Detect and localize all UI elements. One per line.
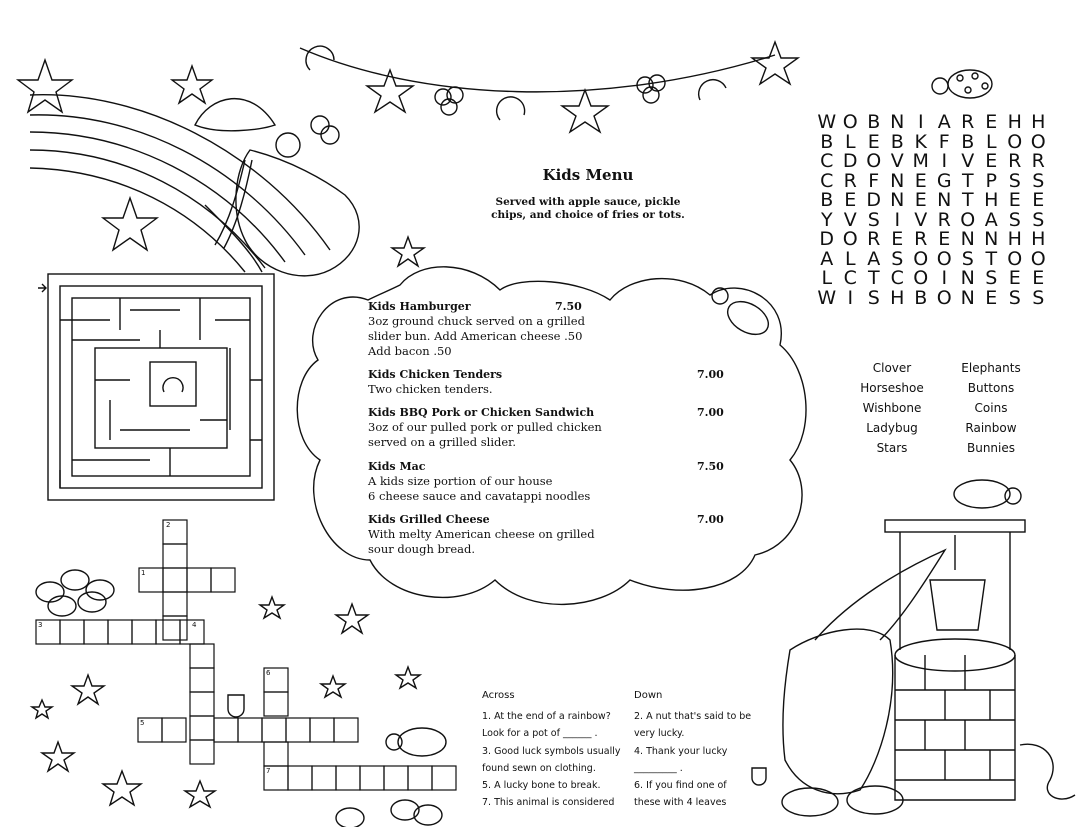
clue-line: very lucky. [634, 728, 685, 740]
horseshoe-icon [306, 46, 334, 70]
down-heading: Down [634, 690, 663, 701]
acorn-icon [752, 768, 766, 785]
word-search-letter: T [985, 247, 998, 270]
menu-item [368, 299, 738, 359]
word-list-item: Wishbone [862, 401, 922, 415]
word-search-letter: T [961, 189, 974, 211]
word-search-letter: B [914, 286, 928, 309]
clue-line: 1. At the end of a rainbow? [482, 711, 611, 722]
word-search-letter: E [891, 228, 904, 250]
menu-item-name: Kids BBQ Pork or Chicken Sandwich [368, 406, 595, 419]
word-search-letter: N [890, 189, 905, 211]
menu-item-description: A kids size portion of our house 6 cheese sauce and cavatappi noodles [368, 474, 591, 503]
word-search-letter: R [843, 169, 857, 192]
word-list-item: Ladybug [866, 421, 918, 435]
clue-line: 7. This animal is considered [482, 797, 615, 809]
word-search-letter: E [985, 150, 998, 172]
word-list-right [946, 358, 1036, 458]
crossword-number: 6 [266, 669, 271, 677]
word-search-letter: O [960, 208, 976, 231]
maze-puzzle [38, 274, 274, 500]
word-search-letter: K [914, 130, 927, 153]
clover-icon [435, 87, 463, 115]
word-search-letter: B [820, 130, 834, 153]
word-search-letter: N [960, 267, 975, 289]
across-clues [482, 708, 621, 812]
word-search-letter: P [985, 169, 997, 192]
word-search-letter: L [844, 247, 856, 270]
menu-item-price: 7.00 [697, 513, 724, 526]
word-search-letter: C [843, 267, 857, 289]
clue-line: found sewn on clothing. [482, 762, 596, 774]
word-search-letter: O [913, 267, 929, 289]
word-search-letter: O [936, 247, 952, 270]
menu-item-price: 7.00 [697, 406, 724, 419]
word-search-letter: H [984, 189, 999, 211]
crossword-number: 2 [166, 521, 171, 529]
clue-line: these with 4 leaves [634, 797, 727, 809]
word-search-letter: L [985, 130, 997, 153]
word-search-letter: G [936, 169, 952, 192]
word-search-letter: E [985, 286, 998, 309]
menu-item-description: With melty American cheese on grilled sour dough bread. [368, 527, 595, 556]
word-search-letter: R [914, 228, 928, 250]
crossword-number: 1 [141, 569, 146, 577]
acorn-icon [228, 695, 244, 717]
word-search-letter: E [844, 189, 857, 211]
word-search-letter: S [1008, 169, 1021, 192]
word-search-letter: S [1032, 286, 1045, 309]
word-search-letter: R [937, 208, 951, 231]
word-search-letter: A [820, 247, 834, 270]
word-search-letter: R [1008, 150, 1022, 172]
across-heading: Across [482, 690, 515, 701]
horseshoe-icon [699, 80, 726, 100]
word-search-letter: N [890, 111, 905, 133]
word-search-letter: C [890, 267, 904, 289]
crossword-number: 7 [266, 767, 271, 775]
word-list-item: Clover [872, 361, 912, 375]
word-search-letter: A [937, 111, 951, 133]
horseshoe-icon [497, 97, 525, 120]
word-search-letter: N [960, 228, 975, 250]
word-search-letter: D [842, 150, 858, 172]
crossword-number: 5 [140, 719, 145, 727]
word-search-letter: H [1007, 111, 1022, 133]
menu-item-name: Kids Chicken Tenders [368, 368, 503, 381]
word-search-grid [815, 113, 1050, 308]
word-list-item: Bunnies [966, 441, 1016, 455]
clue-line: _________ . [634, 762, 683, 774]
menu-item-price: 7.50 [697, 460, 724, 473]
word-search-letter: Y [820, 208, 833, 231]
word-search-letter: I [941, 267, 948, 289]
word-search-letter: I [894, 208, 901, 231]
word-search-letter: O [1007, 130, 1023, 153]
horseshoe-icon [163, 378, 183, 392]
word-search-letter: O [1030, 130, 1046, 153]
word-search-letter: D [866, 189, 882, 211]
word-search-letter: I [941, 150, 948, 172]
gnome-on-rainbow-illustration [195, 99, 359, 276]
menu-title: Kids Menu [542, 166, 634, 184]
word-search-letter: E [1008, 189, 1021, 211]
word-search-letter: E [938, 228, 951, 250]
crossword-number: 4 [192, 621, 197, 629]
word-search-letter: C [820, 150, 834, 172]
word-search-letter: N [890, 169, 905, 192]
word-search-letter: S [867, 208, 880, 231]
word-search-letter: N [960, 286, 975, 309]
word-search-letter: R [1031, 150, 1045, 172]
clue-line: 4. Thank your lucky [634, 745, 728, 757]
word-search-letter: D [819, 228, 835, 250]
word-list-item: Rainbow [965, 421, 1017, 435]
word-search-letter: V [890, 150, 904, 172]
word-search-letter: T [867, 267, 880, 289]
menu-item [368, 405, 738, 450]
word-search-letter: H [1031, 111, 1046, 133]
word-search-letter: W [817, 286, 837, 309]
menu-item-price: 7.50 [555, 300, 582, 313]
crossword-number: 3 [38, 621, 43, 629]
word-search-letter: O [1030, 247, 1046, 270]
word-search-letter: S [891, 247, 904, 270]
word-list-left [847, 358, 937, 458]
menu-subtitle-line: Served with apple sauce, pickle [495, 196, 681, 208]
rainbow-illustration [30, 95, 330, 272]
clover-icon [637, 75, 665, 103]
wishing-well-gnome-illustration [782, 520, 1075, 816]
word-search-letter: E [1008, 267, 1021, 289]
menu-item-description: 3oz of our pulled pork or pulled chicken served on a grilled slider. [368, 420, 602, 449]
menu-item [368, 367, 738, 397]
word-search-letter: M [912, 150, 929, 172]
word-search-letter: B [867, 111, 881, 133]
word-search-letter: V [914, 208, 928, 231]
word-search-letter: E [985, 111, 998, 133]
word-search-letter: F [868, 169, 880, 192]
star-icon [752, 42, 798, 84]
word-search-letter: E [1032, 267, 1045, 289]
word-search-letter: S [961, 247, 974, 270]
word-search-letter: H [890, 286, 905, 309]
menu-item-price: 7.00 [697, 368, 724, 381]
word-search-letter: F [938, 130, 950, 153]
clue-line: 3. Good luck symbols usually [482, 745, 621, 757]
word-search-letter: I [917, 111, 924, 133]
word-list-item: Buttons [967, 381, 1015, 395]
word-search-letter: B [820, 189, 834, 211]
word-search-letter: S [1032, 208, 1045, 231]
menu-item-name: Kids Hamburger [368, 300, 471, 313]
word-search-letter: E [914, 169, 927, 192]
word-search-letter: C [820, 169, 834, 192]
clue-line: 5. A lucky bone to break. [482, 780, 601, 792]
menu-item-description: Two chicken tenders. [368, 382, 493, 396]
word-search-letter: O [866, 150, 882, 172]
word-search-letter: W [817, 111, 837, 133]
word-search-letter: H [1031, 228, 1046, 250]
word-list-item: Elephants [961, 361, 1021, 375]
word-search-letter: L [821, 267, 833, 289]
menu-item-description: 3oz ground chuck served on a grilled slider bun. Add American cheese .50 Add bacon .50 [368, 314, 585, 358]
word-search-letter: B [961, 130, 975, 153]
word-search-letter: S [1008, 286, 1021, 309]
word-list-item: Coins [974, 401, 1008, 415]
word-search-letter: S [985, 267, 998, 289]
word-search-letter: O [842, 228, 858, 250]
menu-item [368, 512, 738, 557]
word-search-letter: V [843, 208, 857, 231]
word-search-letter: S [1008, 208, 1021, 231]
word-search-letter: T [961, 169, 974, 192]
star-icon [562, 90, 608, 132]
clue-line: 6. If you find one of [634, 780, 727, 792]
garland-illustration [300, 42, 798, 132]
word-search-letter: B [890, 130, 904, 153]
word-search-letter: E [1032, 189, 1045, 211]
clue-line: Look for a pot of ______ . [482, 728, 598, 740]
menu-item-name: Kids Grilled Cheese [368, 513, 490, 526]
word-search-letter: O [1007, 247, 1023, 270]
word-search-letter: E [867, 130, 880, 153]
word-search-letter: E [914, 189, 927, 211]
word-list-item: Horseshoe [860, 381, 924, 395]
word-search-letter: N [984, 228, 999, 250]
word-search-letter: R [867, 228, 881, 250]
menu-subtitle-line: chips, and choice of fries or tots. [491, 209, 685, 221]
word-list-item: Stars [876, 441, 908, 455]
down-clues [634, 708, 751, 812]
clue-line: 2. A nut that's said to be [634, 711, 752, 722]
word-search-letter: A [867, 247, 881, 270]
word-search-letter: L [844, 130, 856, 153]
menu-item-name: Kids Mac [368, 460, 426, 473]
word-search-letter: O [913, 247, 929, 270]
word-search-letter: O [842, 111, 858, 133]
menu-subtitle [470, 196, 706, 222]
word-search-letter: N [937, 189, 952, 211]
menu-item [368, 459, 738, 504]
word-search-letter: V [961, 150, 975, 172]
word-search-letter: I [847, 286, 854, 309]
word-search-letter: R [961, 111, 975, 133]
word-search-letter: H [1007, 228, 1022, 250]
word-search-letter: S [1032, 169, 1045, 192]
word-search-letter: A [984, 208, 998, 231]
word-search-letter: O [936, 286, 952, 309]
word-search-letter: S [867, 286, 880, 309]
